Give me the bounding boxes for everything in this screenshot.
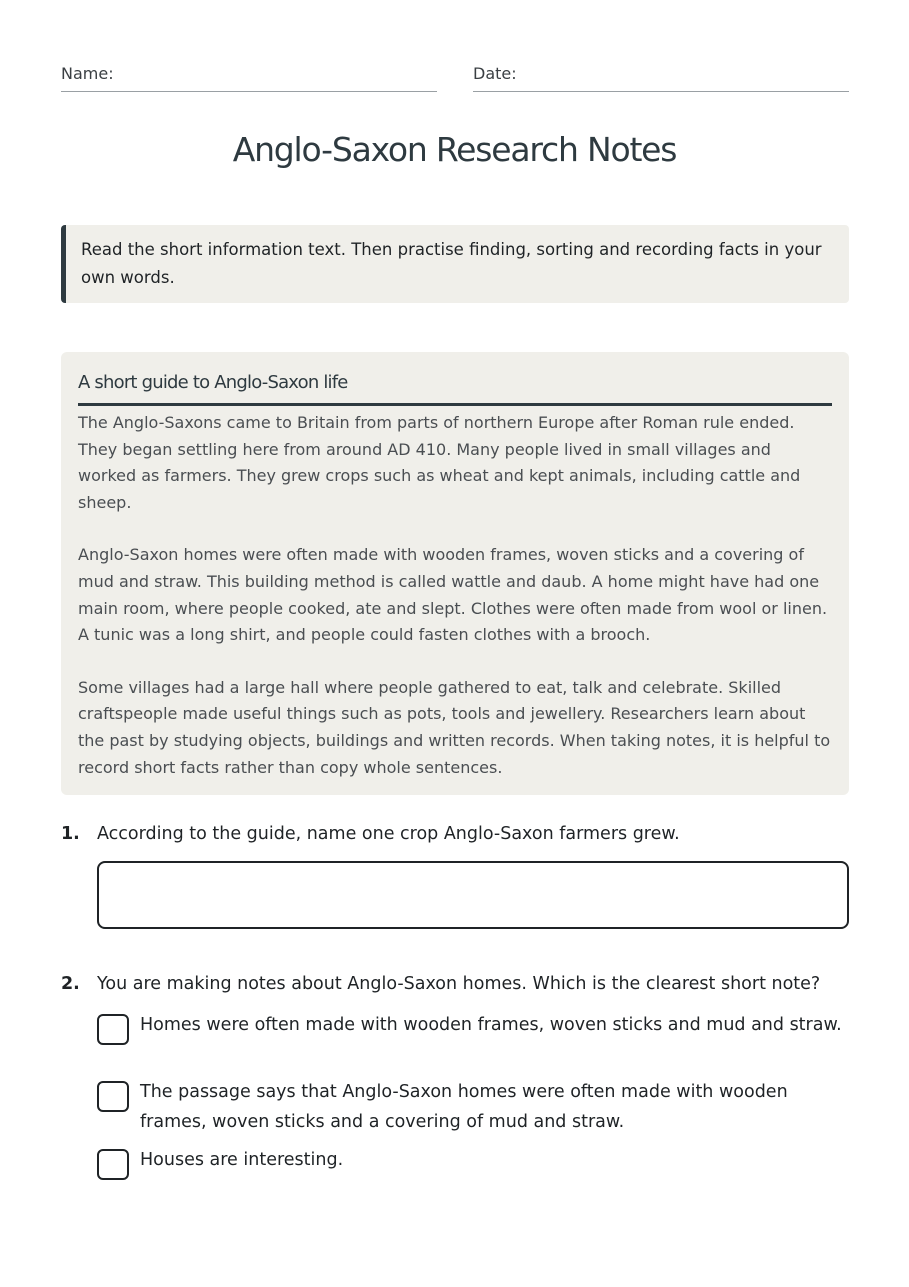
name-field[interactable] (61, 60, 437, 92)
option-label: Houses are interesting. (140, 1150, 344, 1170)
page-title: Anglo-Saxon Research Notes (232, 130, 677, 169)
question-text: You are making notes about Anglo-Saxon homes. Which is the clearest short note? (97, 974, 821, 994)
checkbox[interactable] (97, 1081, 129, 1112)
information-text-panel (61, 352, 849, 795)
instructions-box: Read the short information text. Then practise finding, sorting and recording facts in your own words. (61, 225, 849, 303)
date-label: Date: (473, 64, 517, 83)
name-date-row (61, 60, 849, 92)
question-number: 1. (61, 824, 80, 844)
question-number: 2. (61, 974, 80, 994)
guide-paragraph: Some villages had a large hall where people gathered to eat, talk and celebrate. Skilled craftspeople made useful things such as pots, tools and jewellery. Researchers learn about the past by studying objects, buildings and written records. When taking notes, it is helpful to record short facts rather than copy whole sentences. (78, 677, 831, 777)
option-label: The passage says that Anglo-Saxon homes were often made with wooden frames, woven sticks and a covering of mud and straw. (140, 1082, 788, 1132)
checkbox[interactable] (97, 1014, 129, 1045)
guide-paragraph: Anglo-Saxon homes were often made with wooden frames, woven sticks and a covering of mud and straw. This building method is called wattle and daub. A home might have had one main room, where people cooked, ate and slept. Clothes were often made from wool or linen. A tunic was a long shirt, and people could fasten clothes with a brooch. (78, 545, 828, 645)
guide-paragraph: The Anglo-Saxons came to Britain from parts of northern Europe after Roman rule ended. They began settling here from around AD 410. Many people lived in small villages and worked as farmers. They grew crops such as wheat and kept animals, including cattle and sheep. (78, 413, 801, 512)
date-field[interactable] (473, 60, 849, 92)
question-text: According to the guide, name one crop Anglo-Saxon farmers grew. (97, 824, 680, 844)
guide-heading: A short guide to Anglo-Saxon life (78, 369, 832, 406)
answer-input-box[interactable] (97, 861, 849, 929)
name-label: Name: (61, 64, 114, 83)
checkbox[interactable] (97, 1149, 129, 1180)
option-label: Homes were often made with wooden frames, woven sticks and mud and straw. (140, 1015, 842, 1035)
